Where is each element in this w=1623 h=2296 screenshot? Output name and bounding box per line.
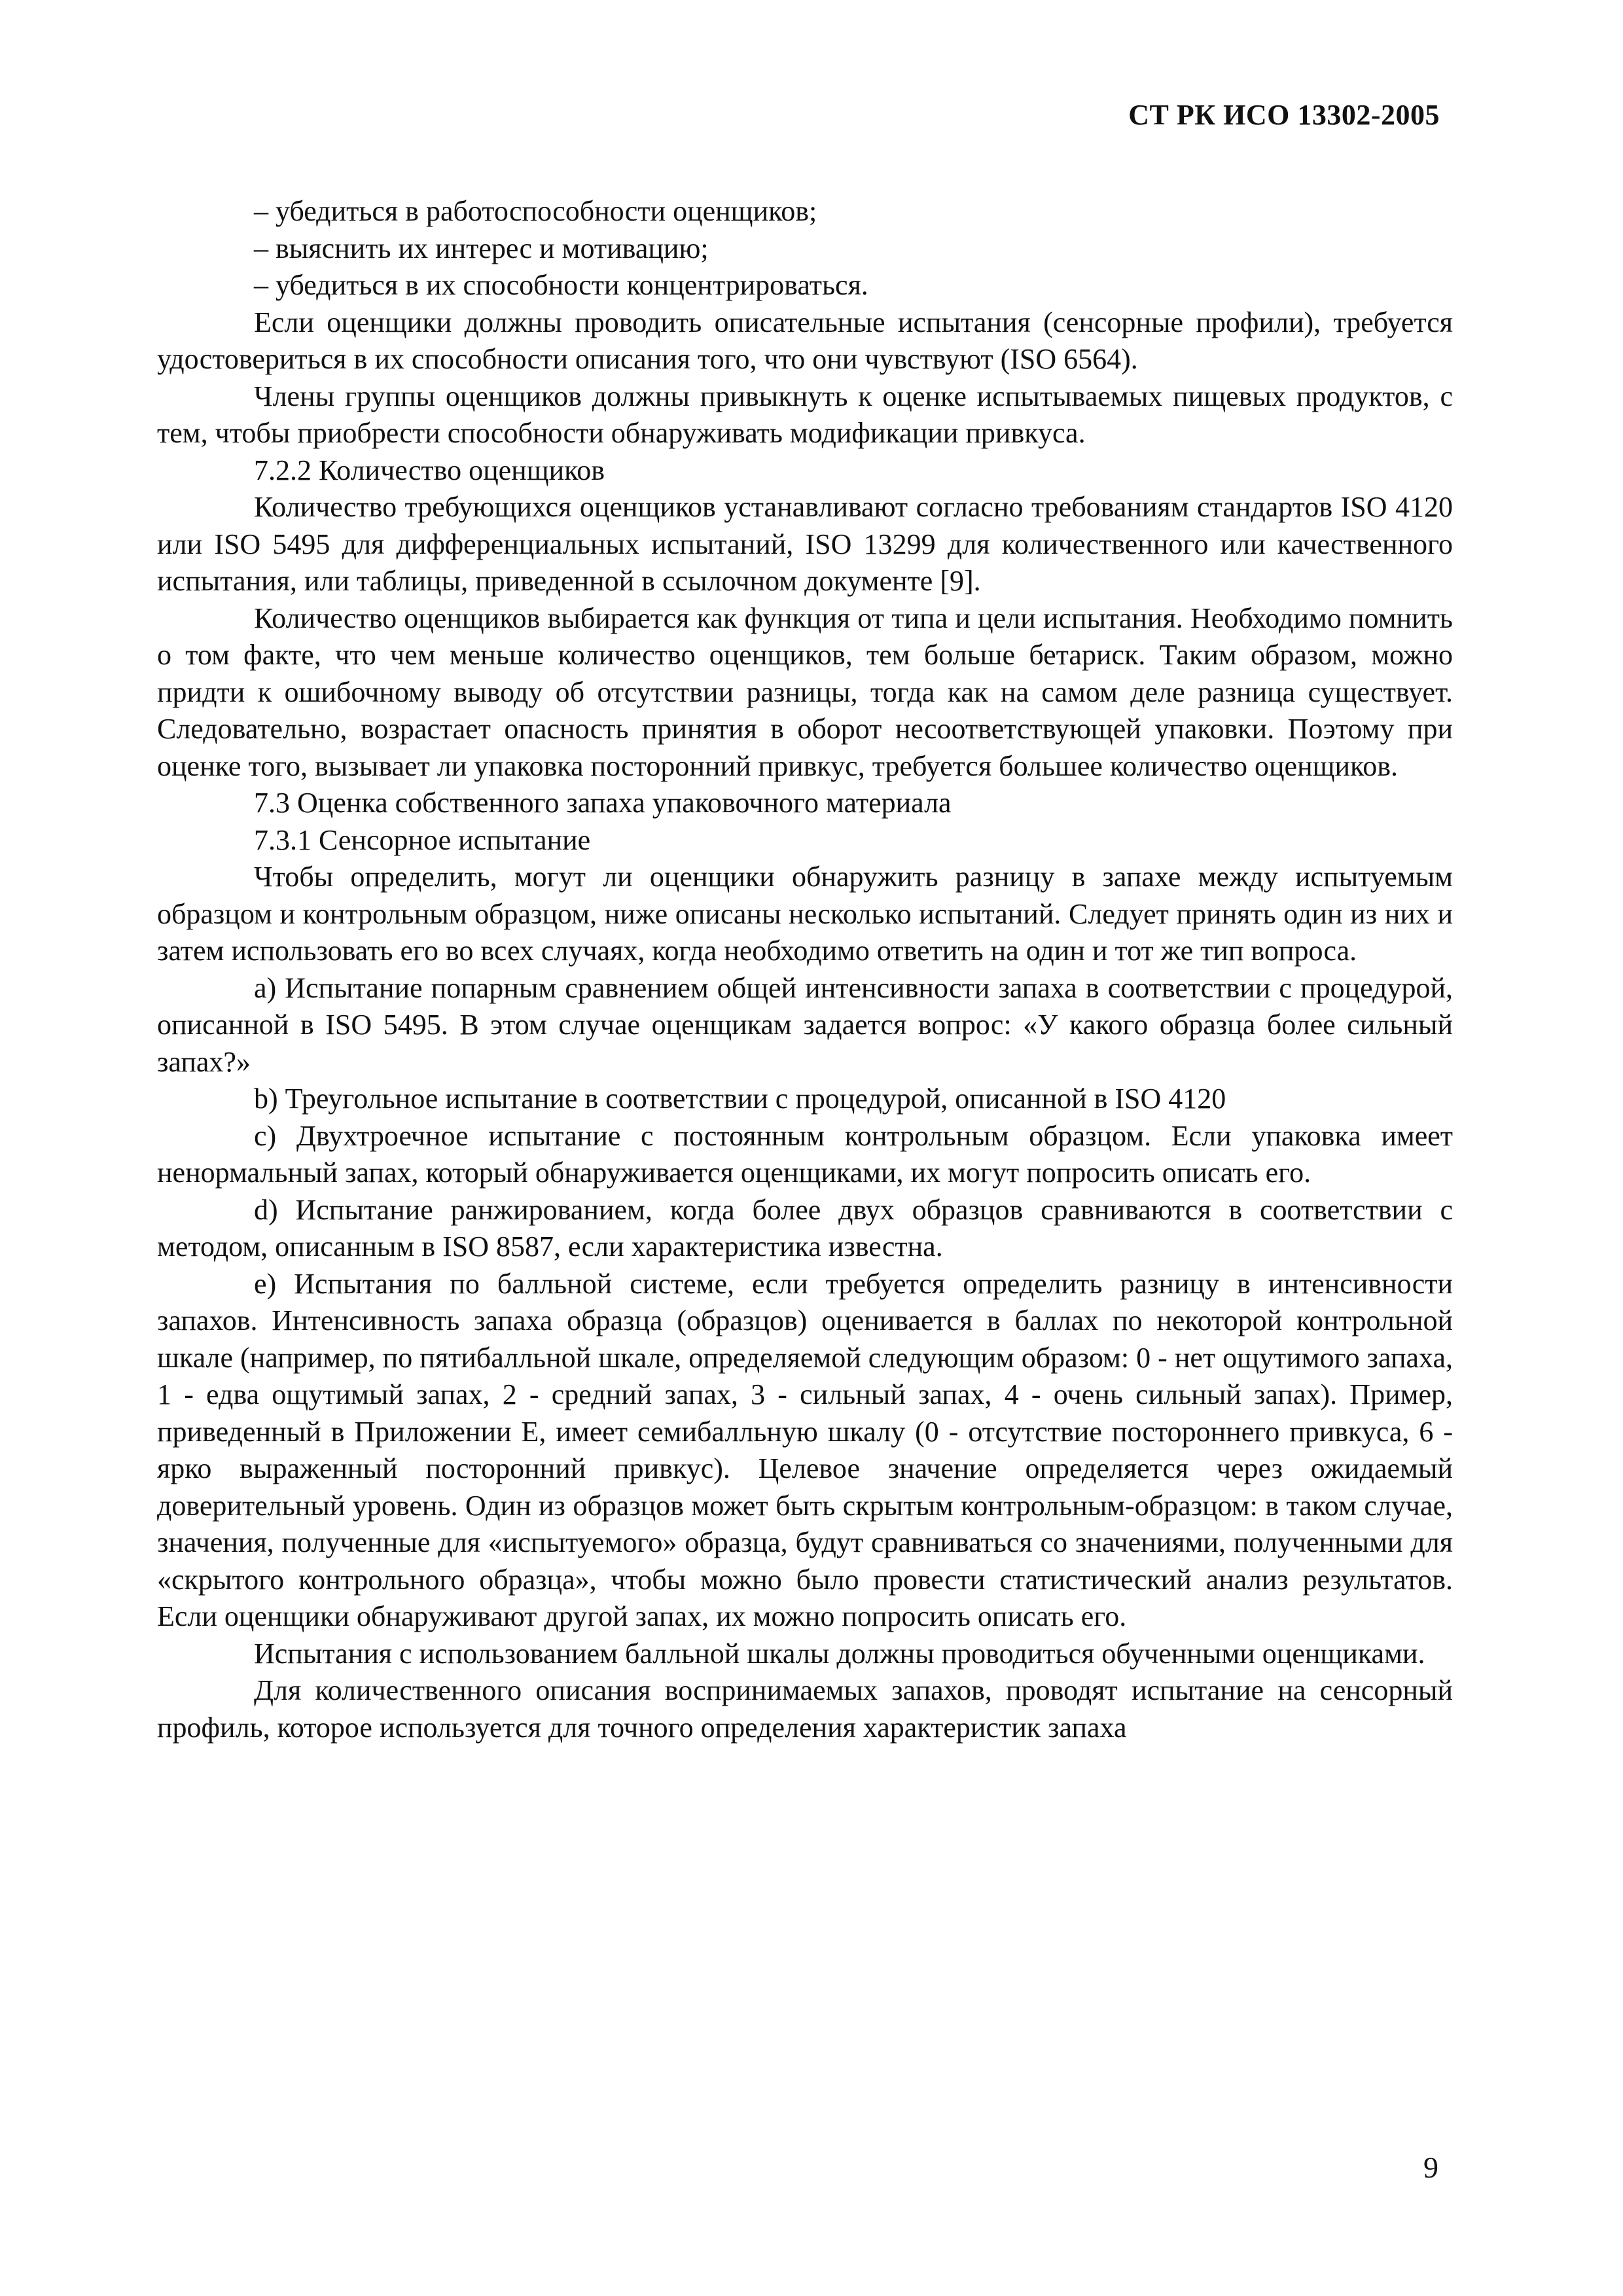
list-item: – убедиться в работоспособности оценщиков; [254, 195, 817, 227]
section-heading: 7.2.2 Количество оценщиков [254, 454, 605, 486]
paragraph: Чтобы определить, могут ли оценщики обнаружить разницу в запахе между испытуемым образцом и контрольным образцом, ниже описаны несколько испытаний. Следует принять один из них и затем использовать его во всех случаях, когда необходимо ответить на один и тот же тип вопроса. [157, 861, 1453, 967]
paragraph: e) Испытания по балльной системе, если требуется определить разницу в интенсивности запахов. Интенсивность запаха образца (образцов) оценивается в баллах по некоторой контрольной шкале (например, по пятибалльной шкале, определяемой следующим образом: 0 - нет ощутимого запаха, 1 - едва ощутимый запах, 2 - средний запах, 3 - сильный запах, 4 - очень сильный запах). Пример, приведенный в Приложении Е, имеет семибалльную шкалу (0 - отсутствие постороннего привкуса, 6 - ярко выраженный посторонний привкус). Целевое значение определяется через ожидаемый доверительный уровень. Один из образцов может быть скрытым контрольным-образцом: в таком случае, значения, полученные для «испытуемого» образца, будут сравниваться со значениями, полученными для «скрытого контрольного образца», чтобы можно было провести статистический анализ результатов. Если оценщики обнаруживают другой запах, их можно попросить описать его. [157, 1267, 1453, 1632]
list-item: – убедиться в их способности концентрироваться. [254, 269, 868, 301]
paragraph: Количество оценщиков выбирается как функция от типа и цели испытания. Необходимо помнить о том факте, что чем меньше количество оценщиков, тем больше бетариск. Таким образом, можно придти к ошибочному выводу об отсутствии разницы, тогда как на самом деле разница существует. Следовательно, возрастает опасность принятия в оборот несоответствующей упаковки. Поэтому при оценке того, вызывает ли упаковка посторонний привкус, требуется большее количество оценщиков. [157, 601, 1453, 782]
body-text [157, 193, 1453, 1746]
paragraph: b) Треугольное испытание в соответствии с процедурой, описанной в ISO 4120 [254, 1083, 1226, 1115]
paragraph: a) Испытание попарным сравнением общей интенсивности запаха в соответствии с процедурой, описанной в ISO 5495. В этом случае оценщикам задается вопрос: «У какого образца более сильный запах?» [157, 971, 1453, 1078]
list-item: – выяснить их интерес и мотивацию; [254, 232, 709, 264]
section-heading: 7.3 Оценка собственного запаха упаковочного материала [254, 787, 952, 819]
paragraph: Для количественного описания воспринимаемых запахов, проводят испытание на сенсорный профиль, которое используется для точного определения характеристик запаха [157, 1674, 1453, 1744]
paragraph: d) Испытание ранжированием, когда более двух образцов сравниваются в соответствии с методом, описанным в ISO 8587, если характеристика известна. [157, 1193, 1453, 1263]
standard-code-header: СТ РК ИСО 13302-2005 [1128, 99, 1440, 131]
paragraph: Члены группы оценщиков должны привыкнуть к оценке испытываемых пищевых продуктов, с тем, чтобы приобрести способности обнаруживать модификации привкуса. [157, 380, 1453, 449]
paragraph: Испытания с использованием балльной шкалы должны проводиться обученными оценщиками. [254, 1637, 1425, 1670]
paragraph: c) Двухтроечное испытание с постоянным контрольным образцом. Если упаковка имеет ненормальный запах, который обнаруживается оценщиками, их могут попросить описать его. [157, 1119, 1453, 1189]
section-heading: 7.3.1 Сенсорное испытание [254, 823, 591, 856]
paragraph: Количество требующихся оценщиков устанавливают согласно требованиям стандартов ISO 4120 или ISO 5495 для дифференциальных испытаний, ISO 13299 для количественного или качественного испытания, или таблицы, приведенной в ссылочном документе [9]. [157, 491, 1453, 597]
page-number: 9 [1423, 2151, 1438, 2184]
paragraph: Если оценщики должны проводить описательные испытания (сенсорные профили), требуется удостовериться в их способности описания того, что они чувствуют (ISO 6564). [157, 306, 1453, 375]
